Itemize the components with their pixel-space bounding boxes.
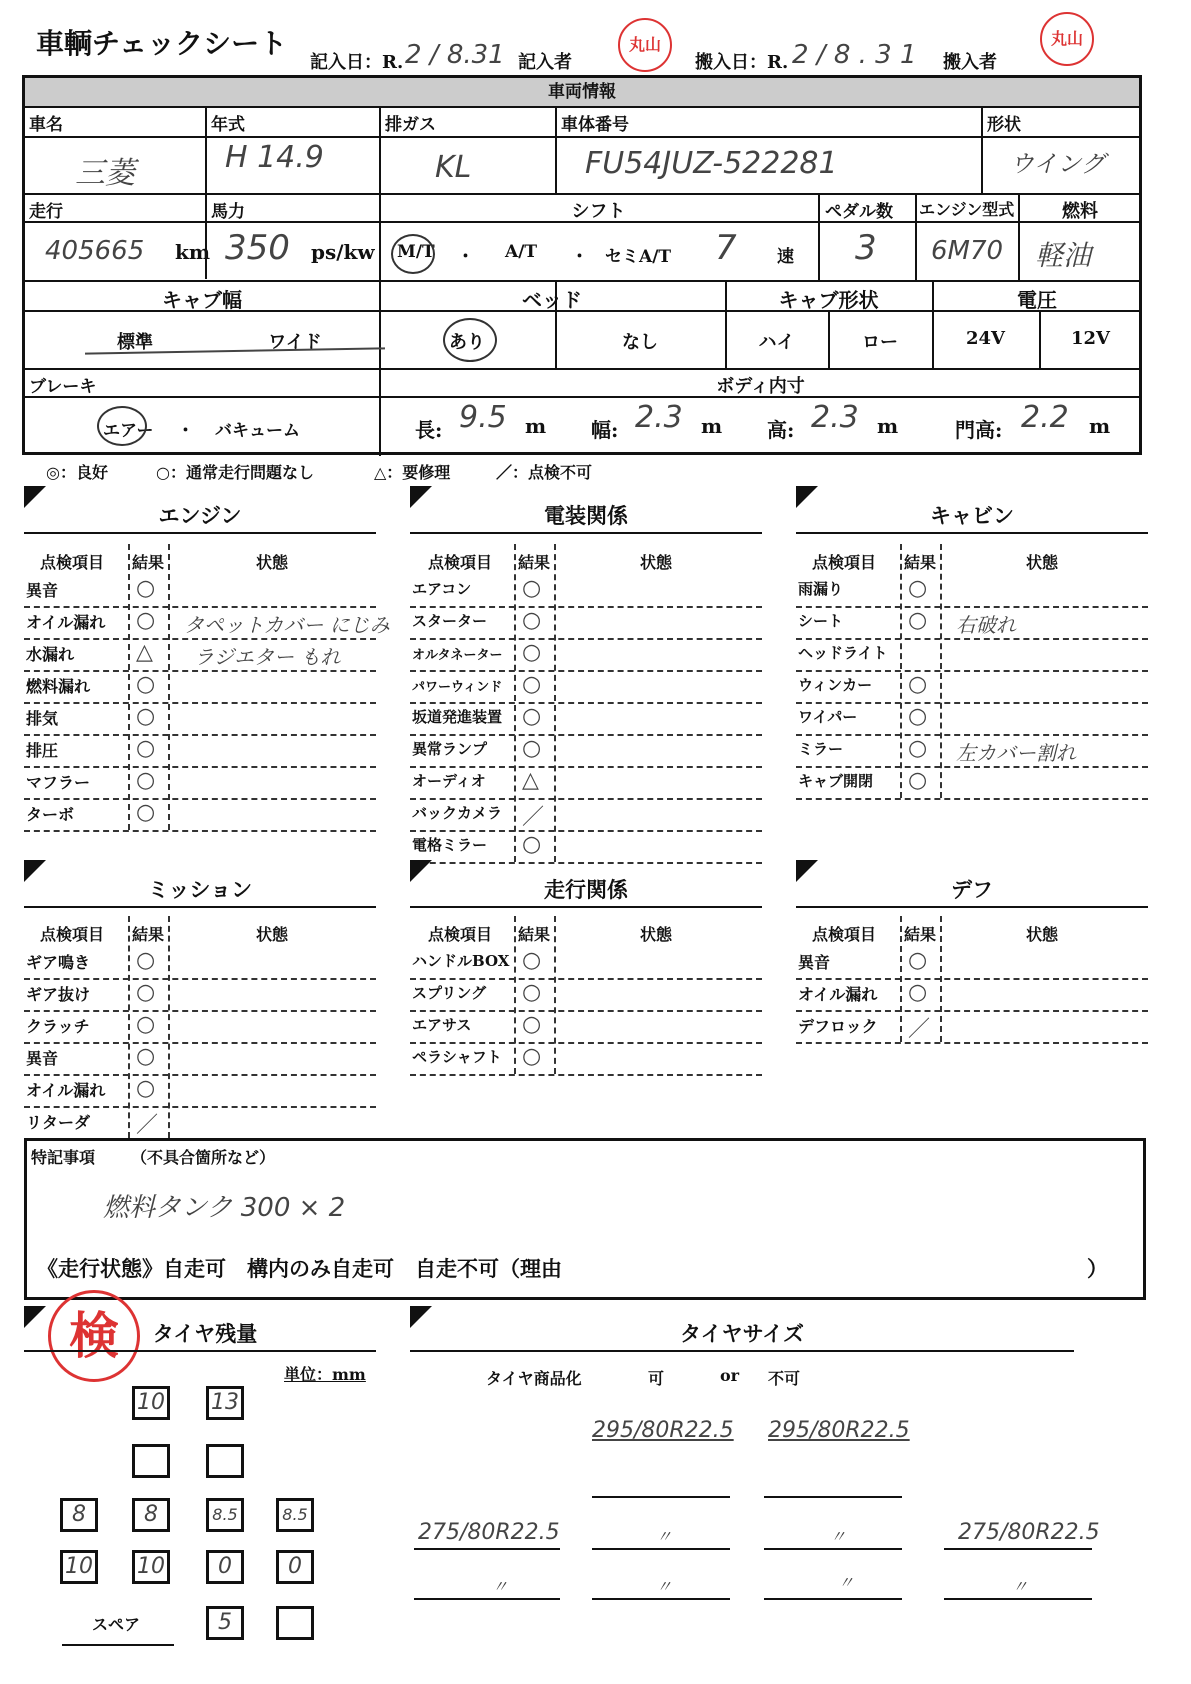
tire-commercial-or: or bbox=[720, 1366, 740, 1385]
cabin-result[interactable]: ○ bbox=[908, 576, 928, 601]
legend-repair: △：要修理 bbox=[374, 463, 451, 482]
rule bbox=[764, 1598, 902, 1600]
spare-label: スペア bbox=[92, 1615, 141, 1634]
voltage-label: 電圧 bbox=[1017, 288, 1057, 312]
rule bbox=[944, 1548, 1092, 1550]
body-width-label: 幅: bbox=[591, 418, 619, 442]
shift-at[interactable]: A/T bbox=[505, 242, 538, 262]
running-result[interactable]: ○ bbox=[522, 948, 542, 973]
electric-result[interactable]: ○ bbox=[522, 576, 542, 601]
fuel-label: 燃料 bbox=[1062, 201, 1098, 222]
tire-box[interactable]: 10 bbox=[132, 1550, 170, 1584]
shift-mt[interactable]: M/T bbox=[397, 242, 435, 262]
engine-item: ターボ bbox=[26, 805, 75, 824]
remarks-sublabel: （不具合箇所など） bbox=[131, 1148, 276, 1167]
maker-value: 三菱 bbox=[75, 156, 135, 191]
rule bbox=[24, 532, 376, 534]
diff-item: 異音 bbox=[798, 953, 831, 972]
shift-semi[interactable]: セミA/T bbox=[605, 247, 672, 267]
brake-dot: ・ bbox=[177, 421, 194, 441]
mission-result[interactable]: ○ bbox=[136, 1044, 156, 1069]
tire-box[interactable]: 8 bbox=[60, 1498, 98, 1532]
tire-size-title: タイヤサイズ bbox=[680, 1321, 804, 1346]
running-col-item: 点検項目 bbox=[428, 925, 493, 944]
engine-row-0 bbox=[24, 574, 376, 608]
voltage-12v[interactable]: 12V bbox=[1070, 328, 1110, 349]
diff-col-state: 状態 bbox=[1026, 925, 1059, 944]
rule bbox=[379, 106, 381, 456]
entry-person-stamp: 丸山 bbox=[618, 18, 672, 72]
body-size-label: ボディ内寸 bbox=[716, 376, 805, 397]
running-row-2 bbox=[410, 1010, 762, 1044]
mission-row-1 bbox=[24, 978, 376, 1012]
electric-row-3 bbox=[410, 670, 762, 704]
rule bbox=[981, 106, 983, 193]
cab-width-label: キャブ幅 bbox=[162, 288, 242, 312]
engine-row-7 bbox=[24, 798, 376, 832]
cabin-item: ウィンカー bbox=[798, 676, 873, 694]
cabin-col-state: 状態 bbox=[1026, 553, 1059, 572]
door-height-value: 2.2 bbox=[1021, 400, 1069, 435]
rule bbox=[796, 532, 1148, 534]
tire-box[interactable] bbox=[132, 1444, 170, 1478]
chassis-value: FU54JUZ-522281 bbox=[585, 146, 838, 181]
diff-result[interactable]: ／ bbox=[908, 1017, 931, 1042]
mission-row-2 bbox=[24, 1010, 376, 1044]
rule bbox=[764, 1548, 902, 1550]
rule bbox=[555, 106, 557, 193]
tire-box[interactable]: 0 bbox=[276, 1550, 314, 1584]
tire-box[interactable]: 13 bbox=[206, 1386, 244, 1420]
tire-remain-title: タイヤ残量 bbox=[152, 1321, 258, 1346]
running-item: ハンドルBOX bbox=[412, 952, 510, 970]
mileage-unit: km bbox=[175, 240, 211, 264]
pedal-label: ペダル数 bbox=[825, 202, 893, 222]
engine-result[interactable]: ○ bbox=[136, 768, 156, 793]
engine-title: エンジン bbox=[158, 503, 242, 528]
electric-result[interactable]: ○ bbox=[522, 672, 542, 697]
cabin-result[interactable]: ○ bbox=[908, 736, 928, 761]
body-length-label: 長: bbox=[415, 418, 443, 442]
electric-col-result: 結果 bbox=[518, 553, 551, 572]
electric-result[interactable]: ／ bbox=[522, 805, 545, 830]
mission-item: クラッチ bbox=[26, 1017, 90, 1036]
diff-item: デフロック bbox=[798, 1017, 878, 1036]
tire-box[interactable]: 8.5 bbox=[206, 1498, 244, 1532]
mission-result[interactable]: ○ bbox=[136, 948, 156, 973]
electric-col-item: 点検項目 bbox=[428, 553, 493, 572]
running-col-result: 結果 bbox=[518, 925, 551, 944]
electric-col-state: 状態 bbox=[640, 553, 673, 572]
electric-result[interactable]: ○ bbox=[522, 832, 542, 857]
mission-result[interactable]: ○ bbox=[136, 980, 156, 1005]
cabin-row-0 bbox=[796, 574, 1148, 608]
mission-row-3 bbox=[24, 1042, 376, 1076]
engine-state: ラジエター もれ bbox=[194, 645, 341, 669]
electric-row-4 bbox=[410, 702, 762, 736]
electric-item: スターター bbox=[412, 612, 488, 630]
mission-item: リターダ bbox=[26, 1113, 91, 1132]
mission-item: 異音 bbox=[26, 1049, 59, 1068]
legend-na: ／：点検不可 bbox=[496, 463, 593, 482]
engine-type-value: 6M70 bbox=[931, 236, 1004, 266]
tire-size-rear-inner-right[interactable]: 〃 bbox=[830, 1527, 847, 1546]
chassis-label: 車体番号 bbox=[561, 115, 629, 135]
voltage-24v[interactable]: 24V bbox=[965, 328, 1005, 349]
body-height-value: 2.3 bbox=[811, 400, 859, 435]
cabin-item: キャブ開閉 bbox=[798, 772, 874, 790]
running-col-state: 状態 bbox=[640, 925, 673, 944]
tire-size-row2-1[interactable]: 〃 bbox=[492, 1577, 509, 1596]
speed-value: 7 bbox=[715, 228, 737, 268]
cabin-row-5 bbox=[796, 734, 1148, 768]
remarks-text[interactable]: 燃料タンク 300 × 2 bbox=[103, 1193, 346, 1223]
bed-label: ベッド bbox=[522, 288, 582, 312]
tire-size-rear-inner-left[interactable]: 〃 bbox=[656, 1527, 673, 1546]
door-height-label: 門高: bbox=[955, 418, 1003, 442]
electric-item: 電格ミラー bbox=[412, 836, 488, 854]
running-state-close: ） bbox=[1087, 1256, 1108, 1281]
engine-col-result: 結果 bbox=[132, 553, 165, 572]
fuel-value: 軽油 bbox=[1035, 239, 1092, 272]
electric-title: 電装関係 bbox=[544, 503, 628, 528]
electric-item: エアコン bbox=[412, 580, 472, 598]
cabin-item: ミラー bbox=[798, 740, 844, 758]
engine-type-label: エンジン型式 bbox=[919, 200, 1015, 219]
tire-size-rear-outer-right[interactable]: 275/80R22.5 bbox=[958, 1520, 1100, 1545]
engine-state: タペットカバー にじみ bbox=[184, 613, 390, 637]
rule bbox=[410, 532, 762, 534]
rule bbox=[818, 193, 820, 280]
cabin-row-4 bbox=[796, 702, 1148, 736]
diff-result[interactable]: ○ bbox=[908, 980, 928, 1005]
tire-size-row2-4[interactable]: 〃 bbox=[1012, 1577, 1029, 1596]
shift-dot: ・ bbox=[571, 247, 588, 267]
engine-result[interactable]: △ bbox=[136, 640, 153, 665]
body-height-unit: m bbox=[877, 414, 899, 438]
shift-dot: ・ bbox=[457, 247, 474, 267]
inspection-stamp: 検 bbox=[48, 1290, 140, 1382]
engine-result[interactable]: ○ bbox=[136, 608, 156, 633]
brake-vacuum[interactable]: バキューム bbox=[215, 421, 300, 441]
engine-row-3 bbox=[24, 670, 376, 704]
electric-result[interactable]: ○ bbox=[522, 736, 542, 761]
engine-item: 燃料漏れ bbox=[26, 677, 91, 696]
body-length-unit: m bbox=[525, 414, 547, 438]
section-marker-icon bbox=[24, 1306, 46, 1328]
bed-yes[interactable]: あり bbox=[449, 332, 485, 353]
engine-item: 異音 bbox=[26, 581, 59, 600]
tire-box[interactable]: 5 bbox=[206, 1606, 244, 1640]
engine-row-1 bbox=[24, 606, 390, 640]
rule bbox=[944, 1598, 1092, 1600]
cabin-item: ワイパー bbox=[798, 708, 858, 726]
cabin-state: 左カバー割れ bbox=[956, 741, 1076, 765]
tire-commercial-ng[interactable]: 不可 bbox=[768, 1369, 801, 1388]
cab-width-std[interactable]: 標準 bbox=[117, 332, 153, 353]
engine-row-2 bbox=[24, 638, 376, 672]
mileage-value: 405665 bbox=[45, 236, 145, 266]
door-height-unit: m bbox=[1089, 414, 1111, 438]
running-row-3 bbox=[410, 1042, 762, 1076]
tire-size-rear-outer-left[interactable]: 275/80R22.5 bbox=[418, 1520, 560, 1545]
diff-col-result: 結果 bbox=[904, 925, 937, 944]
tire-box[interactable] bbox=[276, 1606, 314, 1640]
cabin-result[interactable]: ○ bbox=[908, 704, 928, 729]
power-unit: ps/kw bbox=[311, 240, 375, 264]
vehicle-info-table bbox=[22, 75, 1142, 455]
rule bbox=[24, 1350, 376, 1352]
electric-result[interactable]: △ bbox=[522, 768, 539, 793]
engine-row-5 bbox=[24, 734, 376, 768]
diff-col-item: 点検項目 bbox=[812, 925, 877, 944]
pedal-value: 3 bbox=[855, 228, 877, 268]
diff-title: デフ bbox=[951, 877, 993, 902]
tire-commercial-ok[interactable]: 可 bbox=[648, 1369, 665, 1388]
body-width-unit: m bbox=[701, 414, 723, 438]
rule bbox=[592, 1548, 730, 1550]
rule bbox=[764, 1496, 902, 1498]
engine-item: マフラー bbox=[26, 773, 91, 792]
electric-result[interactable]: ○ bbox=[522, 704, 542, 729]
year-value: H 14.9 bbox=[225, 140, 324, 175]
cabin-row-2 bbox=[796, 638, 1148, 672]
tire-box[interactable]: 10 bbox=[60, 1550, 98, 1584]
engine-row-6 bbox=[24, 766, 376, 800]
body-length-value: 9.5 bbox=[459, 400, 507, 435]
mission-col-item: 点検項目 bbox=[40, 925, 105, 944]
year-label: 年式 bbox=[211, 115, 245, 135]
tire-size-row2-2[interactable]: 〃 bbox=[656, 1577, 673, 1596]
cab-width-wide[interactable]: ワイド bbox=[268, 332, 322, 353]
rule bbox=[410, 906, 762, 908]
cabin-row-3 bbox=[796, 670, 1148, 704]
rule bbox=[62, 1644, 174, 1646]
tire-box[interactable]: 0 bbox=[206, 1550, 244, 1584]
electric-row-6 bbox=[410, 766, 762, 800]
remarks-label: 特記事項 bbox=[31, 1148, 96, 1167]
rule bbox=[796, 906, 1148, 908]
electric-item: バックカメラ bbox=[412, 804, 503, 822]
vehicle-info-header: 車両情報 bbox=[25, 78, 1139, 108]
mission-item: ギア鳴き bbox=[26, 953, 91, 972]
legend-ok: ○：通常走行問題なし bbox=[156, 463, 314, 482]
running-result[interactable]: ○ bbox=[522, 980, 542, 1005]
entry-person-label: 記入者 bbox=[518, 52, 572, 73]
engine-row-4 bbox=[24, 702, 376, 736]
running-item: スプリング bbox=[412, 984, 487, 1002]
engine-result[interactable]: ○ bbox=[136, 736, 156, 761]
running-row-0 bbox=[410, 946, 762, 980]
rule bbox=[592, 1496, 730, 1498]
power-label: 馬力 bbox=[211, 202, 245, 222]
running-row-1 bbox=[410, 978, 762, 1012]
shape-label: 形状 bbox=[987, 115, 1021, 135]
entry-date-label: 記入日：R. bbox=[310, 52, 404, 73]
rule bbox=[915, 193, 917, 280]
electric-item: オーディオ bbox=[412, 772, 486, 790]
running-result[interactable]: ○ bbox=[522, 1012, 542, 1037]
mission-col-state: 状態 bbox=[256, 925, 289, 944]
tire-size-row2-3[interactable]: 〃 bbox=[838, 1573, 855, 1592]
power-value: 350 bbox=[225, 228, 290, 268]
tire-box[interactable]: 10 bbox=[132, 1386, 170, 1420]
electric-row-5 bbox=[410, 734, 762, 768]
cabin-item: ヘッドライト bbox=[798, 644, 888, 662]
maker-label: 車名 bbox=[29, 115, 63, 135]
delivery-date-value: 2 / 8 . 3 1 bbox=[792, 40, 917, 70]
speed-unit: 速 bbox=[777, 247, 794, 267]
electric-row-7 bbox=[410, 798, 762, 832]
engine-col-state: 状態 bbox=[256, 553, 289, 572]
electric-row-0 bbox=[410, 574, 762, 608]
diff-item: オイル漏れ bbox=[798, 985, 878, 1004]
engine-item: 排気 bbox=[26, 709, 59, 728]
bed-yes-circle bbox=[443, 318, 497, 362]
diff-row-1 bbox=[796, 978, 1148, 1012]
engine-item: 排圧 bbox=[26, 741, 59, 760]
running-state: 《走行状態》自走可 構内のみ自走可 自走不可（理由 bbox=[37, 1256, 562, 1281]
tire-size-front-right[interactable]: 295/80R22.5 bbox=[768, 1418, 910, 1443]
legend-good: ◎：良好 bbox=[46, 463, 108, 482]
mileage-label: 走行 bbox=[29, 202, 63, 222]
brake-air-circle bbox=[97, 406, 147, 446]
diff-row-2 bbox=[796, 1010, 1148, 1044]
rule bbox=[25, 193, 1139, 195]
engine-item: 水漏れ bbox=[26, 645, 75, 664]
gas-value: KL bbox=[435, 150, 472, 185]
electric-item: オルタネーター bbox=[412, 648, 503, 663]
running-item: ペラシャフト bbox=[412, 1048, 502, 1066]
rule bbox=[592, 1598, 730, 1600]
body-width-value: 2.3 bbox=[635, 400, 683, 435]
cabin-result[interactable]: ○ bbox=[908, 768, 928, 793]
running-title: 走行関係 bbox=[544, 877, 628, 902]
cab-low[interactable]: ロー bbox=[862, 332, 898, 353]
cabin-item: シート bbox=[798, 612, 844, 630]
delivery-person-stamp: 丸山 bbox=[1040, 12, 1094, 66]
rule bbox=[414, 1548, 560, 1550]
tire-unit: 単位：mm bbox=[284, 1365, 366, 1384]
cabin-title: キャビン bbox=[930, 503, 1014, 528]
rule bbox=[410, 1350, 1074, 1352]
mission-row-4 bbox=[24, 1074, 376, 1108]
cabin-col-item: 点検項目 bbox=[812, 553, 877, 572]
body-height-label: 高: bbox=[767, 418, 795, 442]
gas-label: 排ガス bbox=[385, 115, 436, 135]
electric-row-2 bbox=[410, 638, 762, 672]
electric-result[interactable]: ○ bbox=[522, 640, 542, 665]
engine-col-item: 点検項目 bbox=[40, 553, 105, 572]
mission-title: ミッション bbox=[147, 877, 253, 902]
engine-result[interactable]: ○ bbox=[136, 704, 156, 729]
diff-row-0 bbox=[796, 946, 1148, 980]
cabin-item: 雨漏り bbox=[798, 580, 844, 598]
mission-row-5 bbox=[24, 1106, 376, 1138]
engine-item: オイル漏れ bbox=[26, 613, 106, 632]
electric-item: 坂道発進装置 bbox=[412, 708, 503, 726]
tire-box[interactable]: 8 bbox=[132, 1498, 170, 1532]
running-item: エアサス bbox=[412, 1016, 472, 1034]
mission-item: ギア抜け bbox=[26, 985, 91, 1004]
bed-no[interactable]: なし bbox=[622, 332, 658, 353]
remarks-box bbox=[24, 1138, 1146, 1300]
rule bbox=[25, 368, 1139, 370]
brake-air[interactable]: エアー bbox=[103, 421, 154, 441]
rule bbox=[25, 136, 1139, 138]
mission-result[interactable]: ○ bbox=[136, 1076, 156, 1101]
electric-item: パワーウィンド bbox=[412, 680, 503, 695]
rule bbox=[25, 280, 1139, 282]
cabin-state: 右破れ bbox=[956, 613, 1016, 637]
cab-shape-label: キャブ形状 bbox=[778, 288, 879, 312]
mission-result[interactable]: ／ bbox=[136, 1113, 159, 1138]
cab-high[interactable]: ハイ bbox=[758, 332, 795, 353]
shift-label: シフト bbox=[571, 201, 626, 222]
cabin-result[interactable]: ○ bbox=[908, 608, 928, 633]
cabin-result[interactable]: ○ bbox=[908, 672, 928, 697]
entry-date-value: 2 / 8.31 bbox=[405, 40, 505, 70]
tire-commercial-label: タイヤ商品化 bbox=[486, 1369, 582, 1388]
delivery-person-label: 搬入者 bbox=[943, 52, 997, 73]
mission-item: オイル漏れ bbox=[26, 1081, 106, 1100]
shape-value: ウイング bbox=[1010, 150, 1105, 178]
electric-row-8 bbox=[410, 830, 762, 864]
shift-mt-circle bbox=[391, 234, 435, 274]
electric-row-1 bbox=[410, 606, 762, 640]
delivery-date-label: 搬入日：R. bbox=[695, 52, 789, 73]
running-result[interactable]: ○ bbox=[522, 1044, 542, 1069]
electric-item: 異常ランプ bbox=[412, 740, 488, 758]
diff-result[interactable]: ○ bbox=[908, 948, 928, 973]
mission-col-result: 結果 bbox=[132, 925, 165, 944]
tire-box[interactable]: 8.5 bbox=[276, 1498, 314, 1532]
mission-row-0 bbox=[24, 946, 376, 980]
cabin-row-1 bbox=[796, 606, 1148, 640]
engine-result[interactable]: ○ bbox=[136, 576, 156, 601]
cabin-col-result: 結果 bbox=[904, 553, 937, 572]
cabin-row-6 bbox=[796, 766, 1148, 800]
electric-result[interactable]: ○ bbox=[522, 608, 542, 633]
tire-box[interactable] bbox=[206, 1444, 244, 1478]
brake-label: ブレーキ bbox=[29, 377, 97, 397]
engine-result[interactable]: ○ bbox=[136, 800, 156, 825]
mission-result[interactable]: ○ bbox=[136, 1012, 156, 1037]
rule bbox=[414, 1598, 560, 1600]
tire-size-front-left[interactable]: 295/80R22.5 bbox=[592, 1418, 734, 1443]
page-title: 車輌チェックシート bbox=[36, 27, 288, 60]
engine-result[interactable]: ○ bbox=[136, 672, 156, 697]
rule bbox=[24, 906, 376, 908]
